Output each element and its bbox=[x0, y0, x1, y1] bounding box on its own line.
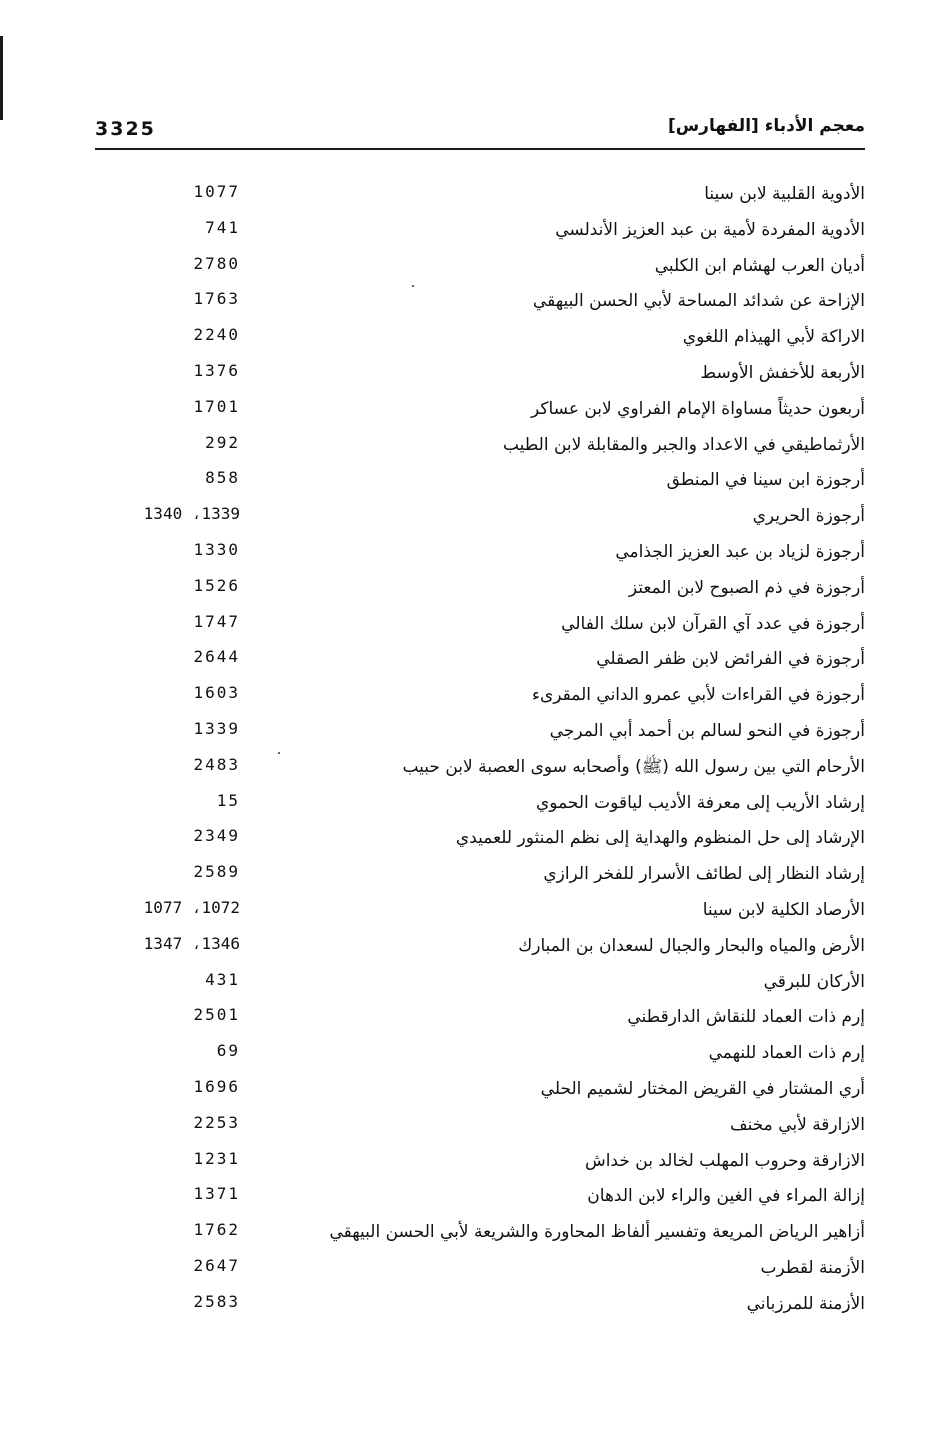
index-entry bbox=[95, 211, 865, 247]
index-entry bbox=[95, 712, 865, 748]
entry-pages: 1346، 1347 bbox=[143, 933, 240, 953]
entry-pages: 2253 bbox=[193, 1112, 240, 1132]
index-entry bbox=[95, 497, 865, 533]
index-entry bbox=[95, 1070, 865, 1106]
index-entry bbox=[95, 676, 865, 712]
index-entry bbox=[95, 1177, 865, 1213]
entry-pages: 1526 bbox=[193, 575, 240, 595]
index-entry bbox=[95, 282, 865, 318]
entry-title: أربعون حديثاً مساواة الإمام الفراوي لابن عساكر bbox=[531, 398, 865, 419]
entry-pages: 69 bbox=[216, 1041, 240, 1061]
entry-pages: 1762 bbox=[193, 1220, 240, 1240]
entry-pages: 2501 bbox=[193, 1005, 240, 1025]
entry-title: أزاهير الرياض المريعة وتفسير ألفاظ المحاورة والشريعة لأبي الحسن البيهقي bbox=[329, 1222, 865, 1243]
entry-title: أرجوزة في ذم الصبوح لابن المعتز bbox=[628, 577, 865, 598]
entry-pages: 2583 bbox=[193, 1291, 240, 1311]
index-entry bbox=[95, 927, 865, 963]
entry-pages: 1231 bbox=[193, 1148, 240, 1168]
scan-speck bbox=[412, 285, 414, 287]
index-entry bbox=[95, 784, 865, 820]
entry-pages: 1339، 1340 bbox=[143, 504, 240, 524]
index-entry bbox=[95, 1106, 865, 1142]
entry-pages: 1701 bbox=[193, 396, 240, 416]
entry-pages: 1330 bbox=[193, 539, 240, 559]
entry-pages: 741 bbox=[205, 217, 240, 237]
index-entry bbox=[95, 855, 865, 891]
entry-pages: 1371 bbox=[193, 1184, 240, 1204]
entry-title: الأركان للبرقي bbox=[763, 971, 865, 992]
entry-pages: 15 bbox=[216, 790, 240, 810]
entry-pages: 1763 bbox=[193, 289, 240, 309]
entry-title: أرجوزة في عدد آي القرآن لابن سلك الفالي bbox=[561, 613, 865, 634]
entry-pages: 2240 bbox=[193, 325, 240, 345]
entry-pages: 2483 bbox=[193, 754, 240, 774]
index-entry bbox=[95, 390, 865, 426]
entry-pages: 2647 bbox=[193, 1255, 240, 1275]
entry-title: إرشاد النظار إلى لطائف الأسرار للفخر الرازي bbox=[543, 864, 865, 885]
index-entry bbox=[95, 640, 865, 676]
index-entry bbox=[95, 891, 865, 927]
entry-title: الأربعة للأخفش الأوسط bbox=[700, 362, 865, 383]
entry-title: الأرض والمياه والبحار والجبال لسعدان بن المبارك bbox=[518, 935, 865, 956]
entry-title: إزالة المراء في الغين والراء لابن الدهان bbox=[587, 1186, 865, 1207]
entry-title: أديان العرب لهشام ابن الكلبي bbox=[654, 255, 865, 276]
entry-title: إرم ذات العماد للنهمي bbox=[708, 1043, 865, 1064]
entry-title: أري المشتار في القريض المختار لشميم الحلي bbox=[540, 1078, 865, 1099]
index-entry bbox=[95, 605, 865, 641]
entry-title: الأرحام التي بين رسول الله (ﷺ) وأصحابه سوى العصبة لابن حبيب bbox=[402, 756, 865, 777]
scan-edge-mark bbox=[0, 36, 3, 120]
index-list bbox=[95, 175, 865, 1321]
entry-title: الأزمنة للمرزباني bbox=[746, 1293, 865, 1314]
entry-pages: 292 bbox=[205, 432, 240, 452]
entry-pages: 1696 bbox=[193, 1076, 240, 1096]
entry-title: الإزاحة عن شدائد المساحة لأبي الحسن البيهقي bbox=[532, 291, 865, 312]
entry-title: الازارقة لأبي مخنف bbox=[729, 1114, 865, 1135]
index-entry bbox=[95, 1142, 865, 1178]
index-entry bbox=[95, 318, 865, 354]
entry-pages: 2589 bbox=[193, 862, 240, 882]
index-entry bbox=[95, 354, 865, 390]
page-header bbox=[95, 112, 865, 150]
index-entry bbox=[95, 1285, 865, 1321]
entry-pages: 858 bbox=[205, 468, 240, 488]
page-number: 3325 bbox=[95, 118, 156, 140]
entry-pages: 1603 bbox=[193, 683, 240, 703]
index-entry bbox=[95, 426, 865, 462]
index-entry bbox=[95, 569, 865, 605]
index-entry bbox=[95, 461, 865, 497]
index-entry bbox=[95, 998, 865, 1034]
index-entry bbox=[95, 1213, 865, 1249]
entry-pages: 1072، 1077 bbox=[143, 897, 240, 917]
entry-title: أرجوزة في النحو لسالم بن أحمد أبي المرجي bbox=[549, 720, 865, 741]
index-entry bbox=[95, 819, 865, 855]
entry-pages: 1339 bbox=[193, 718, 240, 738]
entry-title: الأرصاد الكلية لابن سينا bbox=[702, 899, 865, 920]
entry-pages: 1077 bbox=[193, 182, 240, 201]
index-entry bbox=[95, 963, 865, 999]
entry-title: الأرثماطيقي في الاعداد والجبر والمقابلة لابن الطيب bbox=[502, 434, 865, 455]
index-entry bbox=[95, 247, 865, 283]
entry-title: الأدوية المفردة لأمية بن عبد العزيز الأندلسي bbox=[555, 219, 865, 240]
entry-pages: 2644 bbox=[193, 647, 240, 667]
entry-title: الازارقة وحروب المهلب لخالد بن خداش bbox=[584, 1150, 865, 1171]
index-entry bbox=[95, 748, 865, 784]
entry-title: أرجوزة الحريري bbox=[752, 506, 865, 527]
entry-pages: 1747 bbox=[193, 611, 240, 631]
entry-title: إرشاد الأريب إلى معرفة الأديب لياقوت الحموي bbox=[535, 792, 865, 813]
entry-pages: 1376 bbox=[193, 360, 240, 380]
entry-title: الاراكة لأبي الهيذام اللغوي bbox=[682, 327, 865, 348]
running-title: معجم الأدباء [الفهارس] bbox=[667, 116, 865, 136]
index-entry bbox=[95, 533, 865, 569]
entry-title: الأزمنة لقطرب bbox=[760, 1257, 865, 1278]
scan-speck bbox=[278, 752, 280, 754]
index-entry bbox=[95, 1249, 865, 1285]
entry-title: الأدوية القلبية لابن سينا bbox=[704, 184, 865, 204]
entry-pages: 2780 bbox=[193, 253, 240, 273]
entry-title: أرجوزة ابن سينا في المنطق bbox=[666, 470, 865, 491]
entry-title: أرجوزة في القراءات لأبي عمرو الداني المقرىء bbox=[531, 685, 865, 706]
index-entry bbox=[95, 175, 865, 211]
index-entry bbox=[95, 1034, 865, 1070]
entry-pages: 431 bbox=[205, 969, 240, 989]
entry-pages: 2349 bbox=[193, 826, 240, 846]
entry-title: أرجوزة في الفرائض لابن ظفر الصقلي bbox=[596, 649, 865, 670]
entry-title: الإرشاد إلى حل المنظوم والهداية إلى نظم المنثور للعميدي bbox=[455, 828, 865, 849]
entry-title: أرجوزة لزياد بن عبد العزيز الجذامي bbox=[615, 541, 865, 562]
entry-title: إرم ذات العماد للنقاش الدارقطني bbox=[627, 1007, 865, 1028]
